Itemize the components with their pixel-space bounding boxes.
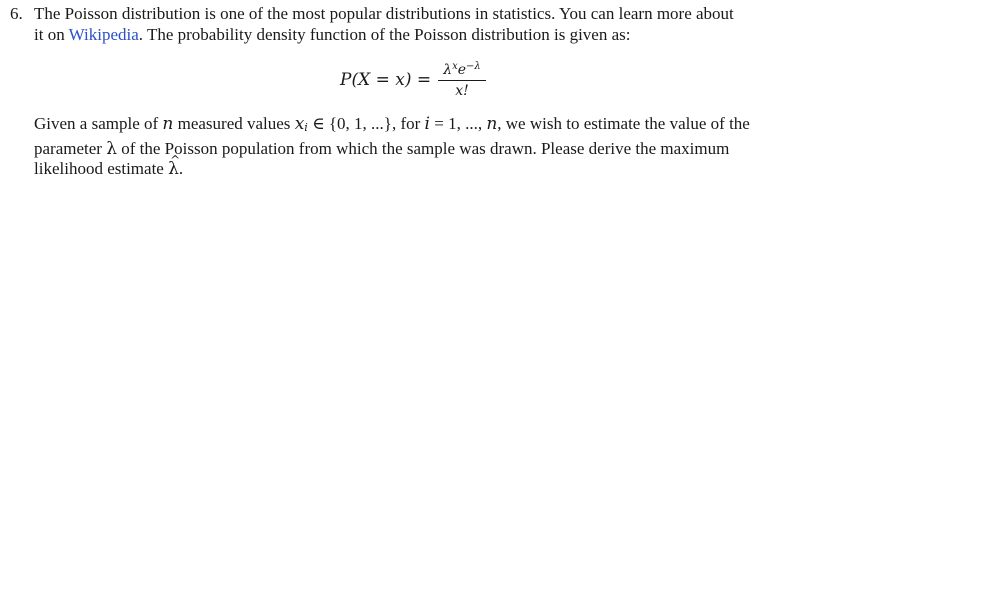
problem-intro-text: The Poisson distribution is one of the most popular distributions in statistics. You can learn more about [34, 4, 734, 23]
task-text: of the Poisson population from which the sample was drawn. Please derive the maximum [116, 138, 730, 158]
task-text: Given a sample of [34, 114, 163, 133]
problem-line-2 [10, 25, 800, 46]
task-text: parameter [34, 138, 107, 158]
problem-statement [10, 4, 800, 45]
problem-line-1 [10, 4, 800, 25]
math-subscript-i: i [304, 121, 308, 134]
line2-prefix: it on [34, 24, 69, 44]
math-n: n [486, 114, 498, 134]
numerator-exponent-x: x [452, 61, 458, 72]
numerator-lambda: λ [443, 62, 453, 78]
formula-denominator: x! [455, 83, 469, 99]
task-text: ∈ {0, 1, ...}, for [307, 114, 425, 133]
line2-suffix: . The probability density function of the Poisson distribution is given as: [138, 24, 631, 44]
wikipedia-link[interactable]: Wikipedia [68, 24, 139, 44]
task-text: . [178, 159, 184, 178]
task-text: = 1, ..., [429, 114, 487, 133]
math-lambda: λ [106, 138, 117, 159]
problem-task-paragraph [34, 114, 804, 180]
formula-fraction [438, 58, 486, 99]
task-text: likelihood estimate [34, 159, 169, 178]
math-x: x [294, 114, 305, 134]
problem-number: 6. [10, 4, 23, 23]
formula-numerator [438, 58, 486, 79]
task-text: , we wish to estimate the value of the [497, 114, 750, 133]
task-line-3 [34, 159, 804, 180]
task-line-1 [34, 114, 804, 139]
numerator-e: e [457, 62, 467, 78]
task-line-2 [34, 139, 804, 160]
fraction-bar [438, 80, 486, 81]
numerator-exponent-neg-lambda: −λ [466, 61, 481, 72]
formula-lhs: P(X = x) = [340, 70, 432, 90]
math-lambda-hat: ^ λ [168, 159, 179, 180]
math-i: i [424, 114, 430, 134]
task-text: measured values [173, 114, 295, 133]
math-n: n [162, 114, 174, 134]
